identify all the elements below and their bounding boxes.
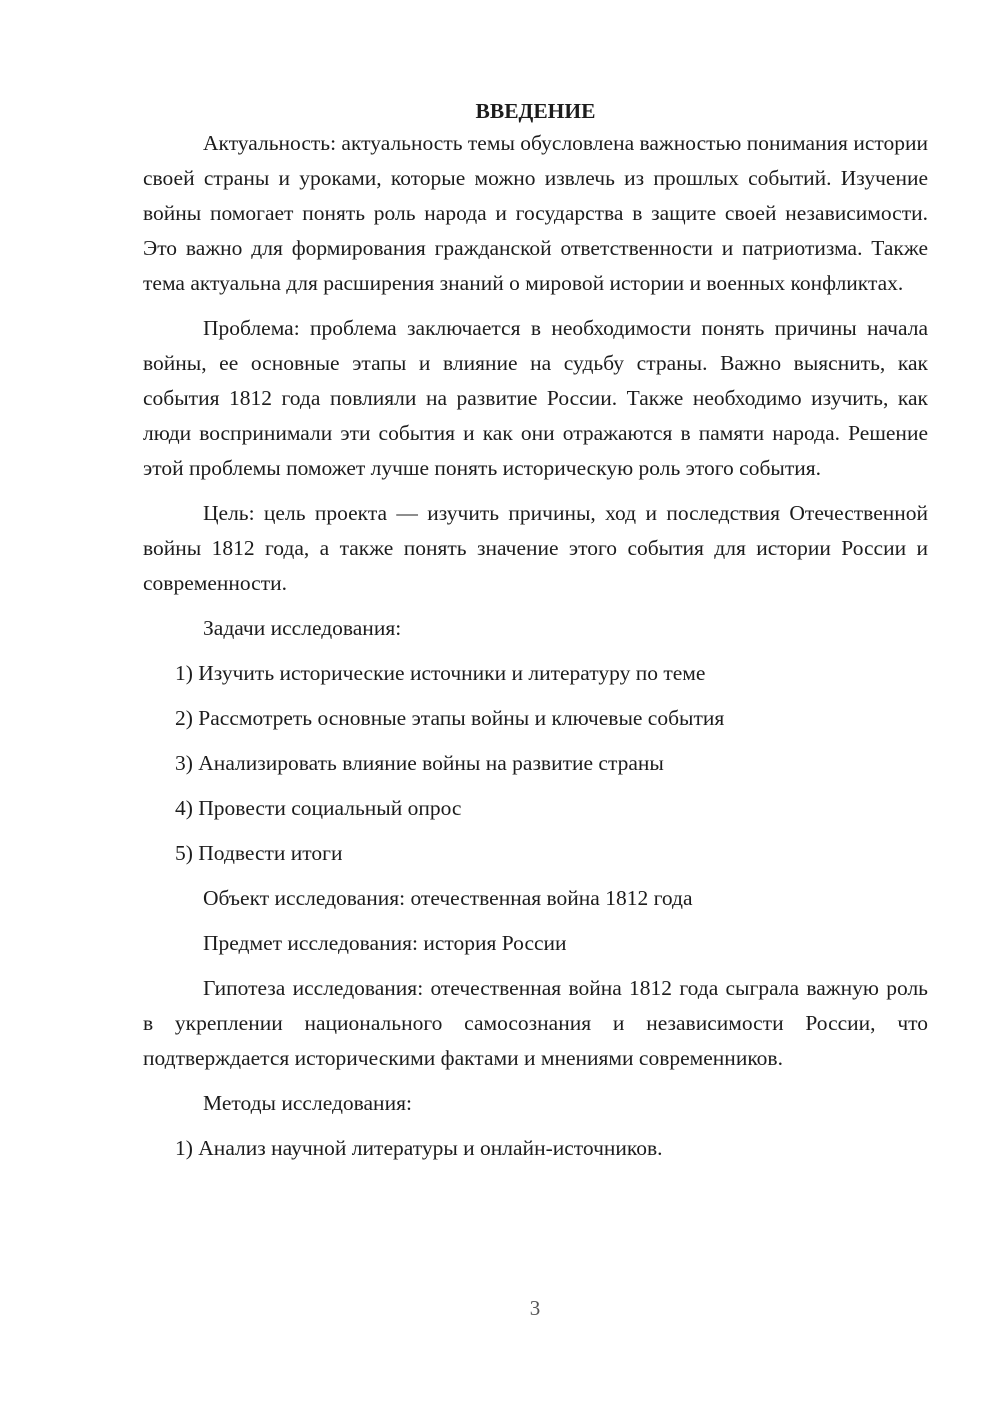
tasks-title: Задачи исследования: (203, 616, 402, 640)
document-page (143, 96, 928, 1176)
hypothesis-paragraph: Гипотеза исследования: отечественная война 1812 года сыграла важную роль в укреплении национального самосознания и независимости России, что подтверждается историческими фактами и мнениями современников. (143, 976, 928, 1070)
task-item-2: 2) Рассмотреть основные этапы войны и ключевые события (175, 706, 725, 730)
section-heading: ВВЕДЕНИЕ (475, 99, 596, 123)
relevance-paragraph: Актуальность: актуальность темы обусловлена важностью понимания истории своей страны и уроками, которые можно извлечь из прошлых событий. Изучение войны помогает понять роль народа и государства в защите своей независимости. Это важно для формирования гражданской ответственности и патриотизма. Также тема актуальна для расширения знаний о мировой истории и военных конфликтах. (143, 131, 928, 295)
subject-line: Предмет исследования: история России (203, 931, 567, 955)
problem-paragraph: Проблема: проблема заключается в необходимости понять причины начала войны, ее основные этапы и влияние на судьбу страны. Важно выяснить, как события 1812 года повлияли на развитие России. Также необходимо изучить, как люди воспринимали эти события и как они отражаются в памяти народа. Решение этой проблемы поможет лучше понять историческую роль этого события. (143, 316, 928, 480)
task-item-1: 1) Изучить исторические источники и литературу по теме (175, 661, 706, 685)
object-line: Объект исследования: отечественная война 1812 года (203, 886, 693, 910)
task-item-4: 4) Провести социальный опрос (175, 796, 462, 820)
page-number: 3 (529, 1296, 541, 1320)
methods-title: Методы исследования: (203, 1091, 412, 1115)
task-item-5: 5) Подвести итоги (175, 841, 343, 865)
goal-paragraph: Цель: цель проекта — изучить причины, ход и последствия Отечественной войны 1812 года, а также понять значение этого события для истории России и современности. (143, 501, 928, 595)
task-item-3: 3) Анализировать влияние войны на развитие страны (175, 751, 664, 775)
method-item-1: 1) Анализ научной литературы и онлайн-источников. (175, 1136, 663, 1160)
